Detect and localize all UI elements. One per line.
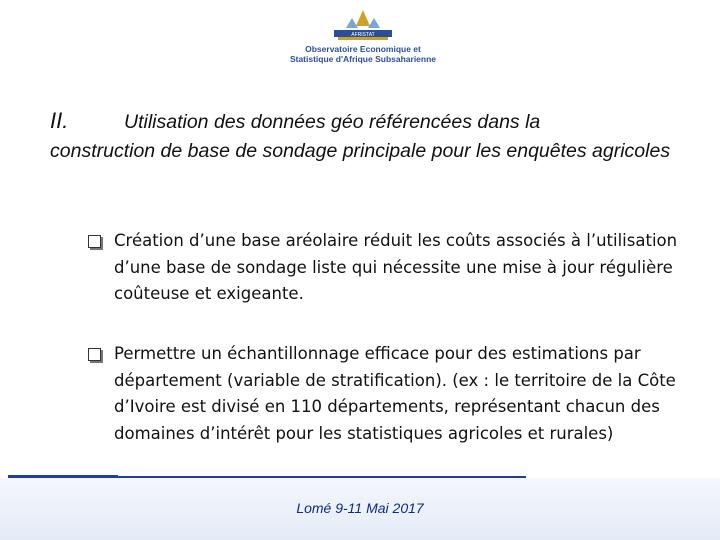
bullet-item — [88, 228, 688, 308]
logo-text — [288, 44, 438, 64]
footer-text: Lomé 9-11 Mai 2017 — [296, 500, 424, 516]
section-heading — [50, 106, 690, 166]
bullet-item — [88, 341, 688, 447]
footer-divider-2 — [118, 476, 526, 478]
heading-rest: construction de base de sondage principale pour les enquêtes agricoles — [50, 140, 671, 162]
heading-line1: Utilisation des données géo référencées dans la — [124, 111, 541, 133]
bullet-text: Permettre un échantillonnage efficace pour des estimations par département (variable de stratification). (ex : le territoire de la Côte d’Ivoire est divisé en 110 départements, représentant chacun des domaines d’intérêt pour les statistiques agricoles et rurales) — [114, 344, 676, 443]
section-number: II. — [50, 108, 69, 133]
checkbox-bullet-icon — [88, 235, 101, 248]
logo-line2: Statistique d'Afrique Subsaharienne — [289, 54, 437, 64]
logo-banner-text: AFRISTAT — [351, 32, 375, 38]
observatory-logo-icon — [330, 8, 396, 42]
logo — [288, 8, 438, 70]
bullet-text: Création d’une base aréolaire réduit les coûts associés à l’utilisation d’une base de sondage liste qui nécessite une mise à jour régulière coûteuse et exigeante. — [114, 231, 678, 303]
logo-line1: Observatoire Economique et — [305, 44, 421, 54]
checkbox-bullet-icon — [88, 348, 101, 361]
footer-divider — [8, 475, 118, 478]
